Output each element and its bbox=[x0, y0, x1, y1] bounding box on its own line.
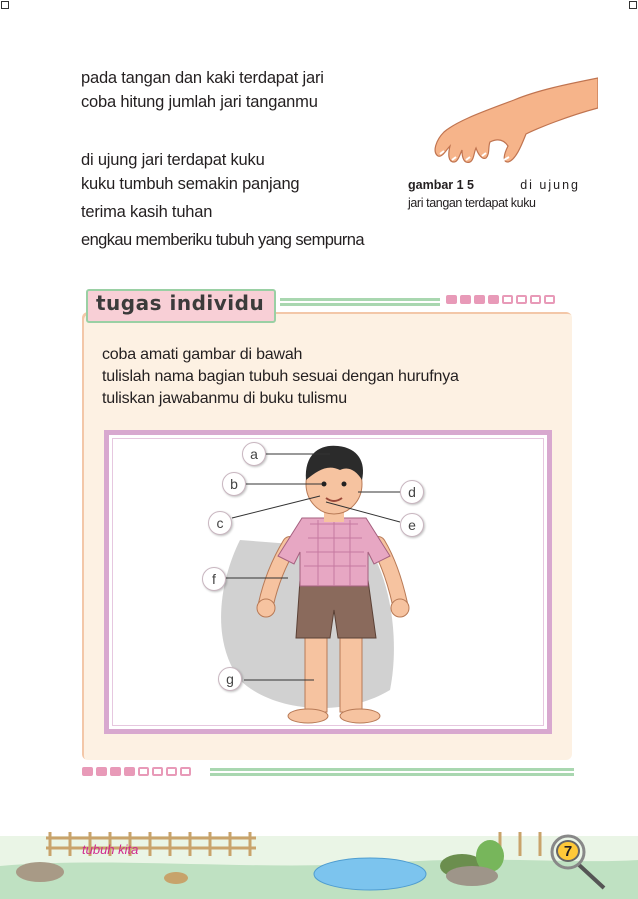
decor-dots bbox=[82, 767, 191, 776]
caption-text: jari tangan terdapat kuku bbox=[408, 196, 536, 210]
decor-stripe bbox=[210, 773, 574, 776]
label-b: b bbox=[222, 472, 246, 496]
instruction-line: coba amati gambar di bawah bbox=[102, 346, 303, 363]
label-a: a bbox=[242, 442, 266, 466]
label-f: f bbox=[202, 567, 226, 591]
label-g: g bbox=[218, 667, 242, 691]
instruction-line: tuliskan jawabanmu di buku tulismu bbox=[102, 390, 347, 407]
poem-line: di ujung jari terdapat kuku bbox=[81, 151, 265, 169]
chapter-name: tubuh kita bbox=[82, 842, 139, 857]
poem-line: kuku tumbuh semakin panjang bbox=[81, 175, 300, 193]
label-c: c bbox=[208, 511, 232, 535]
caption-label: gambar 1 5 bbox=[408, 178, 475, 192]
label-d: d bbox=[400, 480, 424, 504]
label-e: e bbox=[400, 513, 424, 537]
caption-text: di ujung bbox=[520, 178, 580, 192]
footer-scenery bbox=[0, 826, 638, 899]
poem-line: pada tangan dan kaki terdapat jari bbox=[81, 69, 324, 87]
poem-line: terima kasih tuhan bbox=[81, 203, 213, 221]
task-title: tugas individu bbox=[96, 291, 265, 315]
page-number: 7 bbox=[556, 840, 580, 862]
instruction-line: tulislah nama bagian tubuh sesuai dengan hurufnya bbox=[102, 368, 459, 385]
poem-line: engkau memberiku tubuh yang sempurna bbox=[81, 231, 364, 249]
decor-stripe bbox=[210, 768, 574, 771]
poem-line: coba hitung jumlah jari tanganmu bbox=[81, 93, 318, 111]
